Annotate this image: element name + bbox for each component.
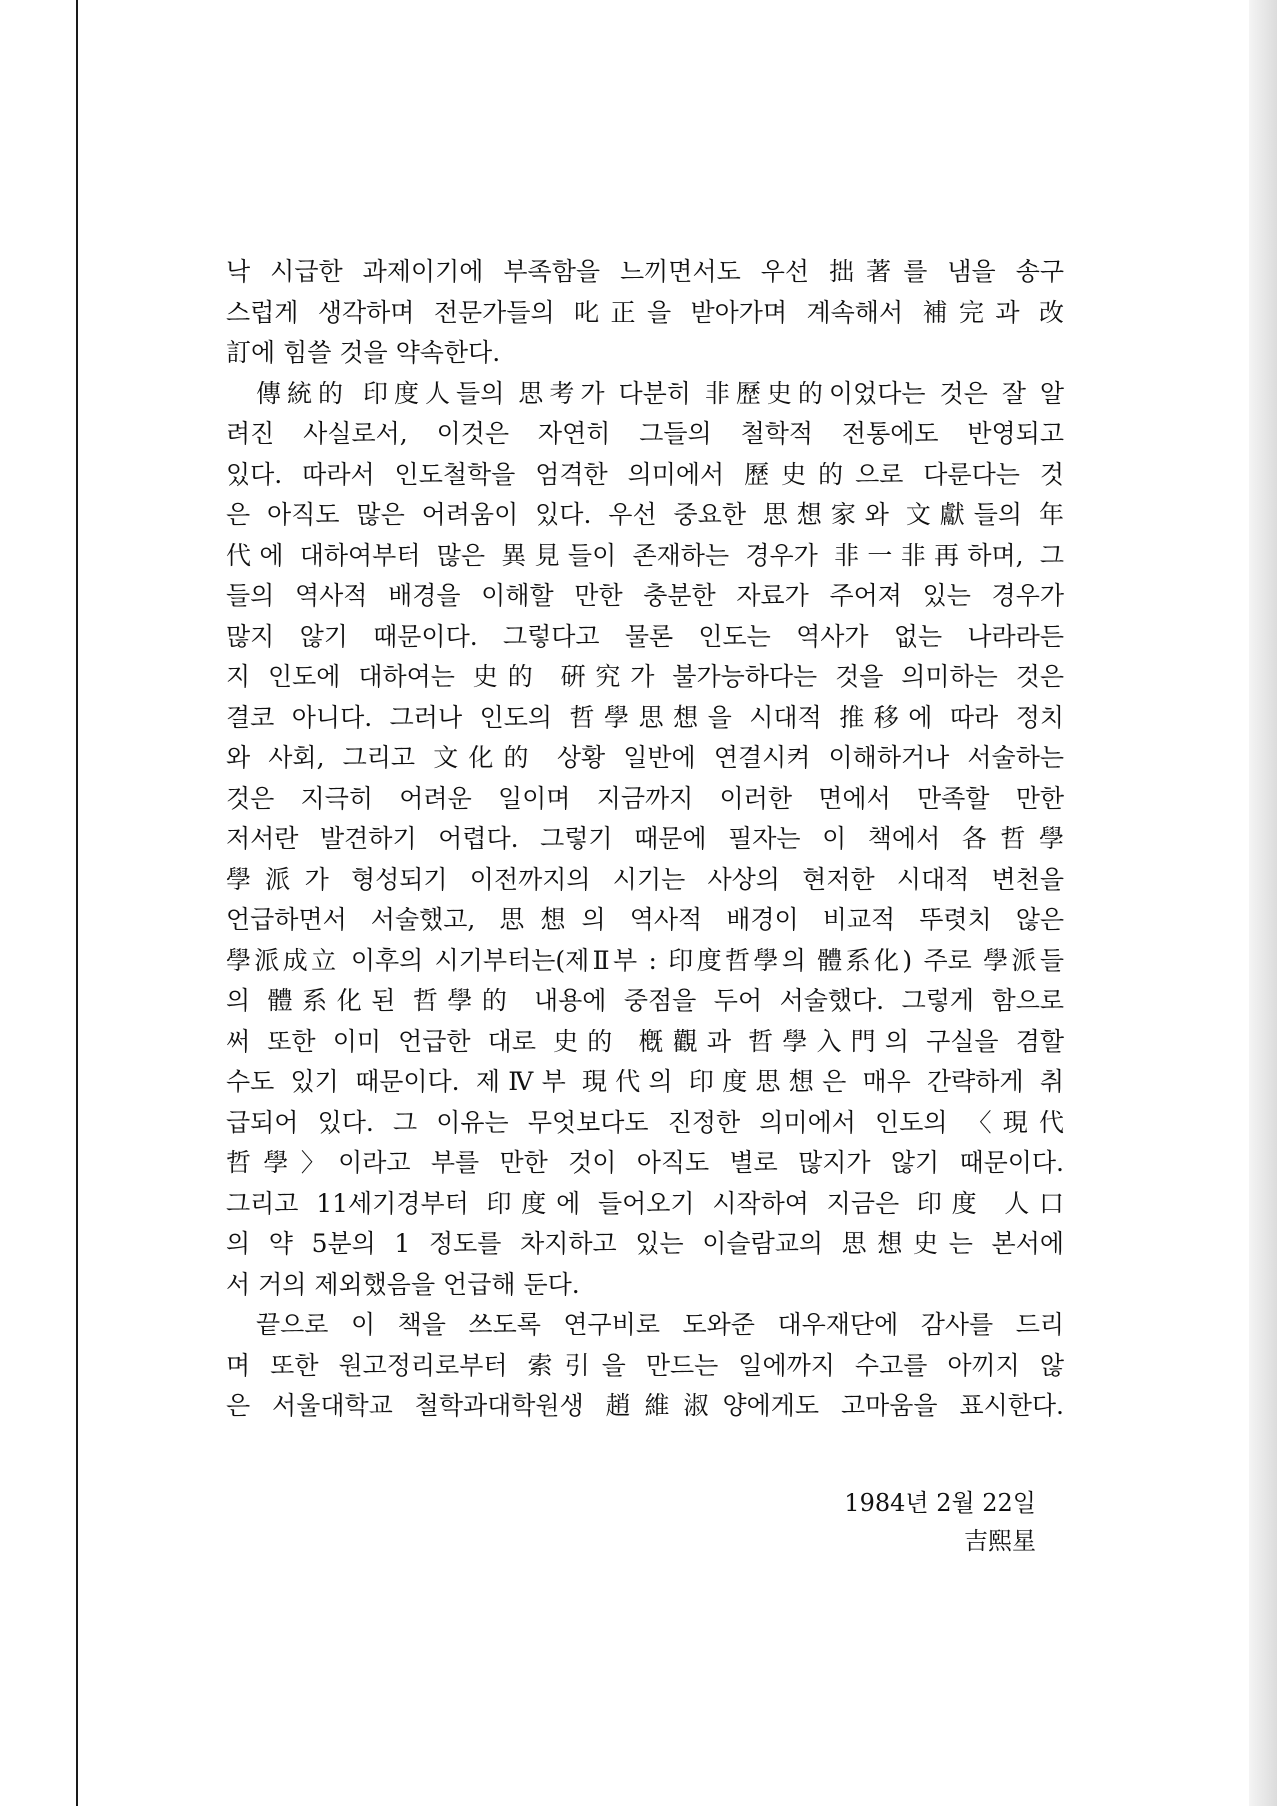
text-line: 代에 대하여부터 많은 異見들이 존재하는 경우가 非一非再하며, 그 — [226, 540, 1064, 570]
text-line: 은 서울대학교 철학과대학원생 趙維淑양에게도 고마움을 표시한다. — [226, 1391, 1064, 1420]
text-line: 언급하면서 서술했고, 思想의 역사적 배경이 비교적 뚜렷치 않은 — [226, 905, 1064, 934]
text-line: 와 사회, 그리고 文化的 상황 일반에 연결시켜 이해하거나 서술하는 — [226, 743, 1064, 772]
text-line: 은 아직도 많은 어려움이 있다. 우선 중요한 思想家와 文獻들의 年 — [226, 500, 1064, 529]
text-line: 訂에 힘쓸 것을 약속한다. — [226, 338, 501, 367]
preface-signature — [700, 1484, 1036, 1560]
text-line: 많지 않기 때문이다. 그렇다고 물론 인도는 역사가 없는 나라라든 — [226, 621, 1064, 651]
text-line: 써 또한 이미 언급한 대로 史的 槪觀과 哲學入門의 구실을 겸할 — [226, 1026, 1064, 1056]
text-line: 서 거의 제외했음을 언급해 둔다. — [226, 1269, 580, 1299]
text-line: 낙 시급한 과제이기에 부족함을 느끼면서도 우선 拙著를 냄을 송구 — [226, 257, 1064, 286]
text-line: 저서란 발견하기 어렵다. 그렇기 때문에 필자는 이 책에서 各哲學 — [226, 824, 1064, 853]
text-line: 끝으로 이 책을 쓰도록 연구비로 도와준 대우재단에 감사를 드리 — [256, 1310, 1064, 1339]
text-line: 들의 역사적 배경을 이해할 만한 충분한 자료가 주어져 있는 경우가 — [226, 581, 1064, 610]
text-line: 지 인도에 대하여는 史的 硏究가 불가능하다는 것을 의미하는 것은 — [226, 662, 1064, 691]
text-line: 의 體系化된 哲學的 내용에 중점을 두어 서술했다. 그렇게 함으로 — [226, 986, 1064, 1015]
page-left-border — [76, 0, 78, 1806]
signature-date: 1984년 2월 22일 — [844, 1489, 1036, 1517]
text-line: 의 약 5분의 1 정도를 차지하고 있는 이슬람교의 思想史는 본서에 — [226, 1229, 1064, 1258]
text-line: 며 또한 원고정리로부터 索引을 만드는 일에까지 수고를 아끼지 않 — [226, 1350, 1064, 1380]
text-line: 있다. 따라서 인도철학을 엄격한 의미에서 歷史的으로 다룬다는 것 — [226, 459, 1064, 489]
text-line: 傳統的 印度人들의 思考가 다분히 非歷史的이었다는 것은 잘 알 — [256, 378, 1064, 408]
text-line: 學派成立 이후의 시기부터는(제Ⅱ부 : 印度哲學의 體系化) 주로 學派들 — [226, 945, 1064, 975]
text-line: 것은 지극히 어려운 일이며 지금까지 이러한 면에서 만족할 만한 — [226, 783, 1064, 813]
text-line: 수도 있기 때문이다. 제Ⅳ부 現代의 印度思想은 매우 간략하게 취 — [226, 1067, 1064, 1096]
text-line: 결코 아니다. 그러나 인도의 哲學思想을 시대적 推移에 따라 정치 — [226, 702, 1064, 732]
text-line: 學派가 형성되기 이전까지의 시기는 사상의 현저한 시대적 변천을 — [226, 864, 1064, 894]
signature-author: 吉熙星 — [964, 1527, 1036, 1555]
page-right-shadow — [1249, 0, 1277, 1806]
text-line: 그리고 11세기경부터 印度에 들어오기 시작하여 지금은 印度 人口 — [226, 1188, 1064, 1218]
text-line: 哲學〉이라고 부를 만한 것이 아직도 별로 많지가 않기 때문이다. — [226, 1148, 1064, 1177]
text-line: 급되어 있다. 그 이유는 무엇보다도 진정한 의미에서 인도의 〈現代 — [226, 1107, 1064, 1137]
text-line: 려진 사실로서, 이것은 자연히 그들의 철학적 전통에도 반영되고 — [226, 419, 1064, 448]
body-text — [226, 252, 1064, 1427]
text-line: 스럽게 생각하며 전문가들의 叱正을 받아가며 계속해서 補完과 改 — [226, 297, 1064, 327]
